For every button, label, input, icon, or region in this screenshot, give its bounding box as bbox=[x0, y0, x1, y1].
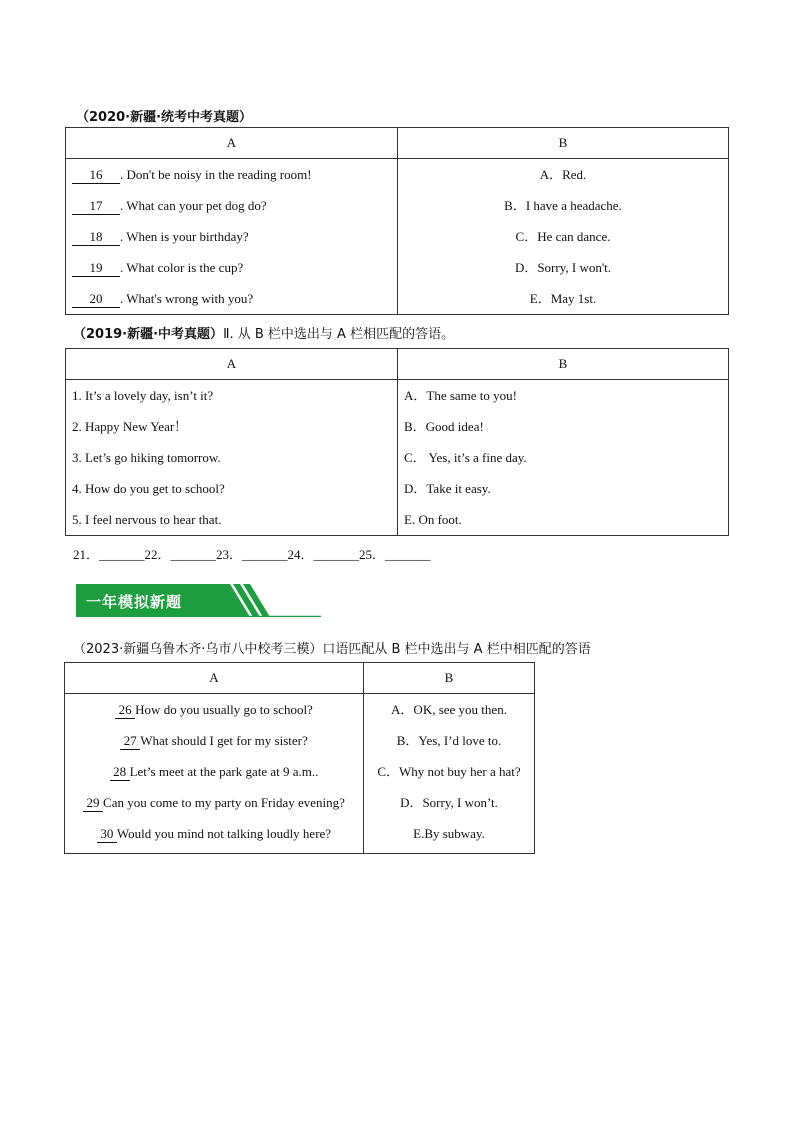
question-30 bbox=[65, 818, 363, 849]
option-a: A．OK, see you then. bbox=[391, 702, 507, 717]
option-c: C． Yes, it’s a fine day. bbox=[404, 450, 527, 465]
question-29 bbox=[65, 787, 363, 818]
answer-blank-26[interactable]: 26 bbox=[115, 702, 135, 719]
column-b-header: B bbox=[398, 349, 729, 380]
matching-table-2020 bbox=[65, 127, 729, 315]
matching-table-2023 bbox=[64, 662, 535, 854]
option-a: A．Red. bbox=[539, 167, 587, 182]
question-1: 1. It’s a lovely day, isn’t it? bbox=[72, 388, 214, 403]
question-text: Would you mind not talking loudly here? bbox=[116, 826, 332, 841]
answer-blank-18[interactable]: 18 bbox=[72, 229, 120, 246]
option-b: B．I have a headache. bbox=[504, 198, 622, 213]
answer-line-21-25[interactable]: 21．_______22．_______23．_______24．_______25．_______ bbox=[73, 547, 431, 562]
option-e: E．May 1st. bbox=[529, 291, 597, 306]
section2-instruction: Ⅱ. 从 B 栏中选出与 A 栏相匹配的答语。 bbox=[223, 327, 455, 342]
option-b: B．Good idea! bbox=[404, 419, 484, 434]
question-text: . What can your pet dog do? bbox=[120, 198, 267, 213]
column-a-header: A bbox=[65, 663, 364, 694]
section2-heading bbox=[73, 323, 454, 342]
section3-instruction: （2023·新疆乌鲁木齐·乌市八中校考三模）口语匹配从 B 栏中选出与 A 栏中相匹配的答语 bbox=[73, 642, 591, 657]
question-3: 3. Let’s go hiking tomorrow. bbox=[72, 450, 221, 465]
matching-table-2019 bbox=[65, 348, 729, 536]
answer-blank-29[interactable]: 29 bbox=[83, 795, 103, 812]
answer-blank-17[interactable]: 17 bbox=[72, 198, 120, 215]
question-text: How do you usually go to school? bbox=[135, 702, 313, 717]
question-4: 4. How do you get to school? bbox=[72, 481, 225, 496]
option-d: D．Sorry, I won’t. bbox=[400, 795, 498, 810]
answer-blank-20[interactable]: 20 bbox=[72, 291, 120, 308]
question-19 bbox=[72, 252, 391, 283]
question-text: What should I get for my sister? bbox=[140, 733, 308, 748]
banner-title: 一年模拟新题 bbox=[86, 593, 183, 611]
question-28 bbox=[65, 756, 363, 787]
section2-source: （2019·新疆·中考真题） bbox=[73, 327, 224, 342]
option-a: A．The same to you! bbox=[404, 388, 518, 403]
question-text: . Don't be noisy in the reading room! bbox=[120, 167, 312, 182]
question-text: . What's wrong with you? bbox=[120, 291, 254, 306]
question-text: . What color is the cup? bbox=[120, 260, 244, 275]
answer-blank-16[interactable]: 16 bbox=[72, 167, 120, 184]
option-d: D．Sorry, I won't. bbox=[514, 260, 612, 275]
column-b-header: B bbox=[364, 663, 535, 694]
option-e: E.By subway. bbox=[413, 826, 485, 841]
question-16 bbox=[72, 159, 391, 190]
option-e: E. On foot. bbox=[404, 512, 462, 527]
column-b-header: B bbox=[398, 128, 729, 159]
question-text: Can you come to my party on Friday evening? bbox=[103, 795, 345, 810]
option-c: C．He can dance. bbox=[515, 229, 611, 244]
question-text: . When is your birthday? bbox=[120, 229, 249, 244]
answer-blank-19[interactable]: 19 bbox=[72, 260, 120, 277]
question-27 bbox=[65, 725, 363, 756]
question-18 bbox=[72, 221, 391, 252]
question-2: 2. Happy New Year！ bbox=[72, 419, 188, 434]
answer-blank-28[interactable]: 28 bbox=[110, 764, 130, 781]
answer-blank-30[interactable]: 30 bbox=[97, 826, 117, 843]
section1-source: （2020·新疆·统考中考真题） bbox=[76, 110, 253, 125]
option-c: C．Why not buy her a hat? bbox=[377, 764, 521, 779]
question-text: Let’s meet at the park gate at 9 a.m.. bbox=[129, 764, 319, 779]
question-5: 5. I feel nervous to hear that. bbox=[72, 512, 222, 527]
option-b: B．Yes, I’d love to. bbox=[396, 733, 502, 748]
section-banner bbox=[76, 584, 321, 617]
column-a-header: A bbox=[66, 128, 398, 159]
column-a-header: A bbox=[66, 349, 398, 380]
question-17 bbox=[72, 190, 391, 221]
answer-blank-27[interactable]: 27 bbox=[120, 733, 140, 750]
question-26 bbox=[65, 694, 363, 725]
question-20 bbox=[72, 283, 391, 314]
option-d: D．Take it easy. bbox=[404, 481, 491, 496]
